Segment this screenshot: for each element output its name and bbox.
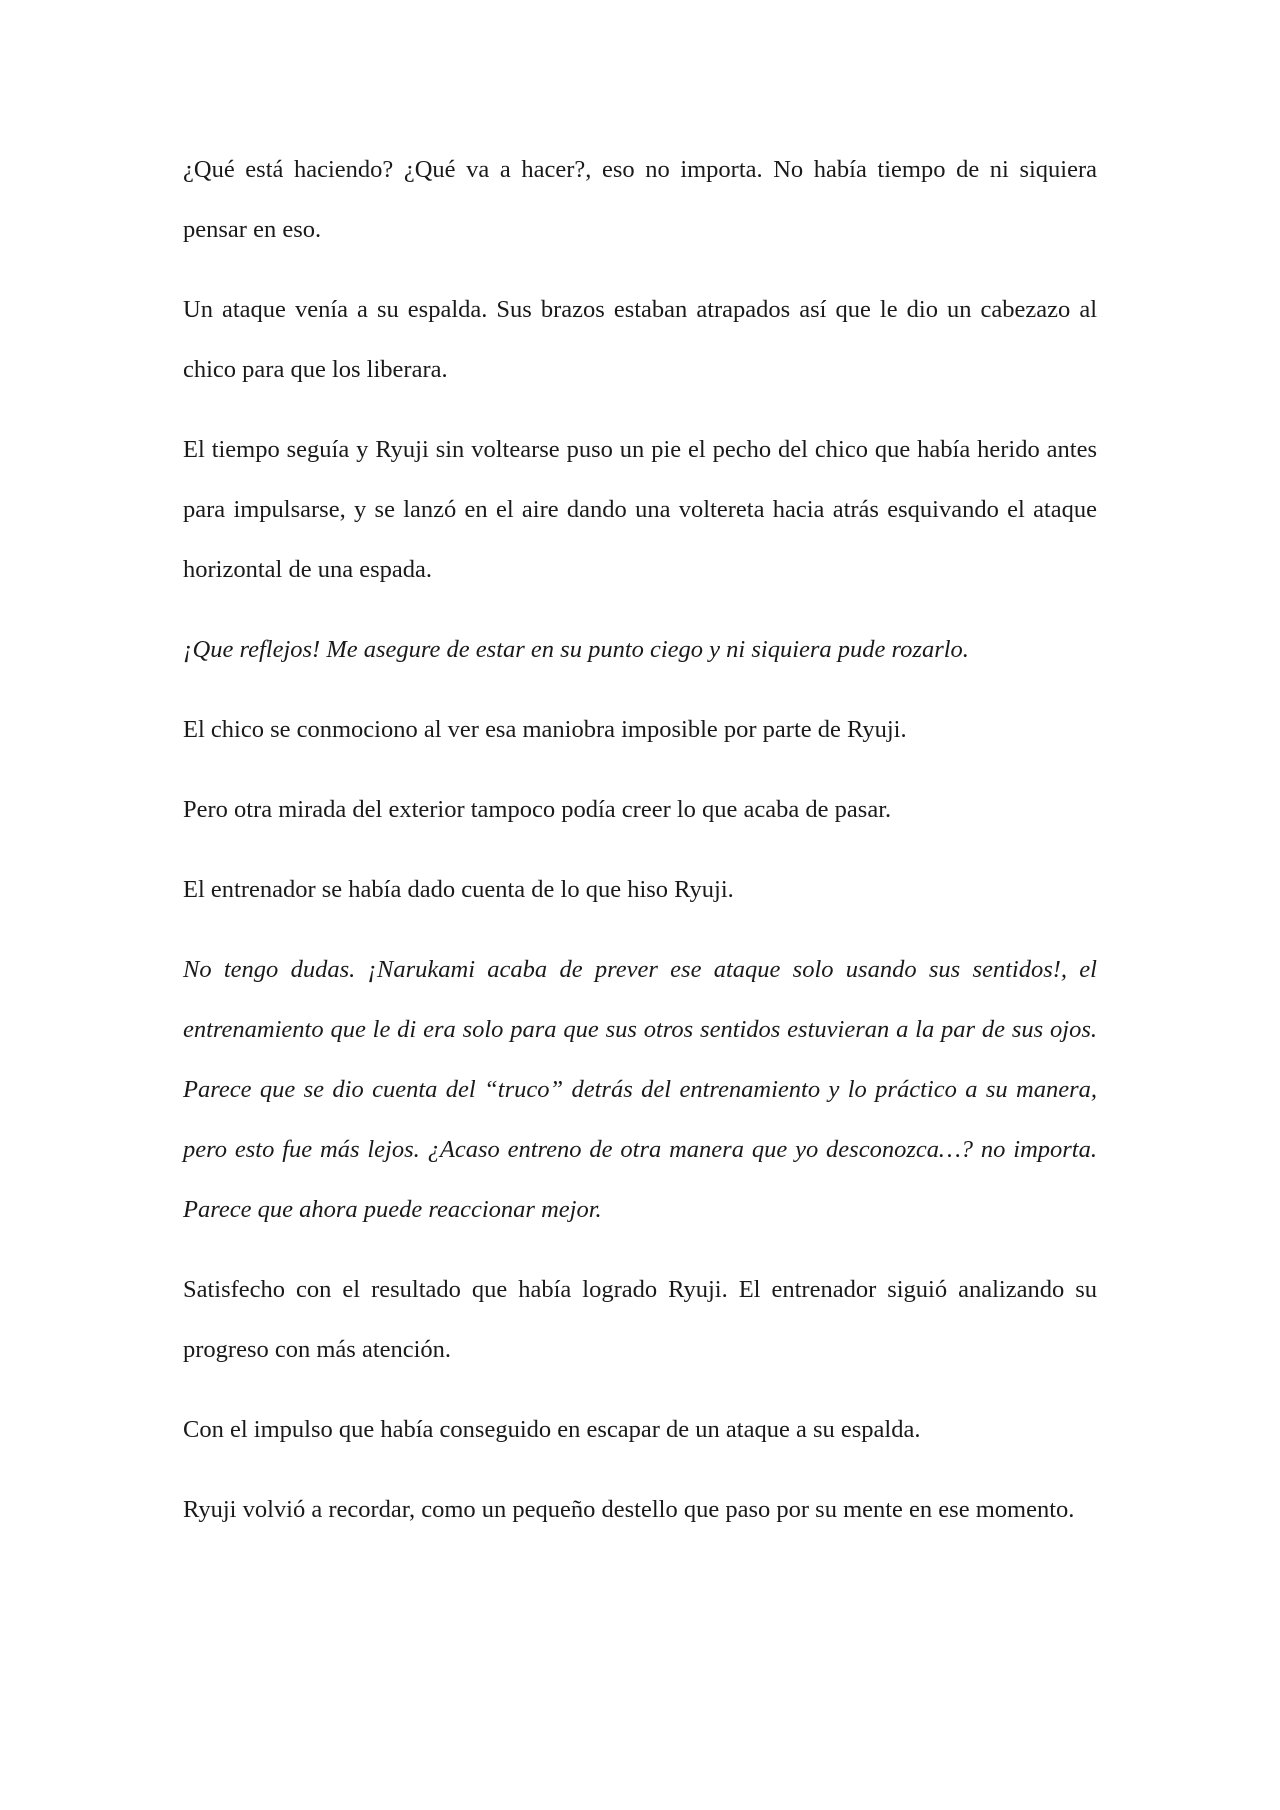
paragraph: ¿Qué está haciendo? ¿Qué va a hacer?, eso no importa. No había tiempo de ni siquiera pensar en eso. xyxy=(183,156,1097,243)
document-page xyxy=(183,140,1097,1560)
paragraph: El tiempo seguía y Ryuji sin voltearse puso un pie el pecho del chico que había herido antes para impulsarse, y se lanzó en el aire dando una voltereta hacia atrás esquivando el ataque horizontal de una espada. xyxy=(183,436,1097,583)
paragraph: El chico se conmociono al ver esa maniobra imposible por parte de Ryuji. xyxy=(183,716,907,743)
paragraph: Con el impulso que había conseguido en escapar de un ataque a su espalda. xyxy=(183,1416,921,1443)
italic-thought-paragraph: ¡Que reflejos! Me asegure de estar en su punto ciego y ni siquiera pude rozarlo. xyxy=(183,636,969,663)
paragraph: El entrenador se había dado cuenta de lo que hiso Ryuji. xyxy=(183,876,734,903)
italic-thought-paragraph: No tengo dudas. ¡Narukami acaba de prever ese ataque solo usando sus sentidos!, el entrenamiento que le di era solo para que sus otros sentidos estuvieran a la par de sus ojos. Parece que se dio cuenta del “truco” detrás del entrenamiento y lo práctico a su manera, pero esto fue más lejos. ¿Acaso entreno de otra manera que yo desconozca…? no importa. Parece que ahora puede reaccionar mejor. xyxy=(183,956,1097,1223)
paragraph: Satisfecho con el resultado que había logrado Ryuji. El entrenador siguió analizando su progreso con más atención. xyxy=(183,1276,1097,1363)
paragraph: Un ataque venía a su espalda. Sus brazos estaban atrapados así que le dio un cabezazo al chico para que los liberara. xyxy=(183,296,1097,383)
paragraph: Ryuji volvió a recordar, como un pequeño destello que paso por su mente en ese momento. xyxy=(183,1496,1075,1523)
paragraph: Pero otra mirada del exterior tampoco podía creer lo que acaba de pasar. xyxy=(183,796,892,823)
